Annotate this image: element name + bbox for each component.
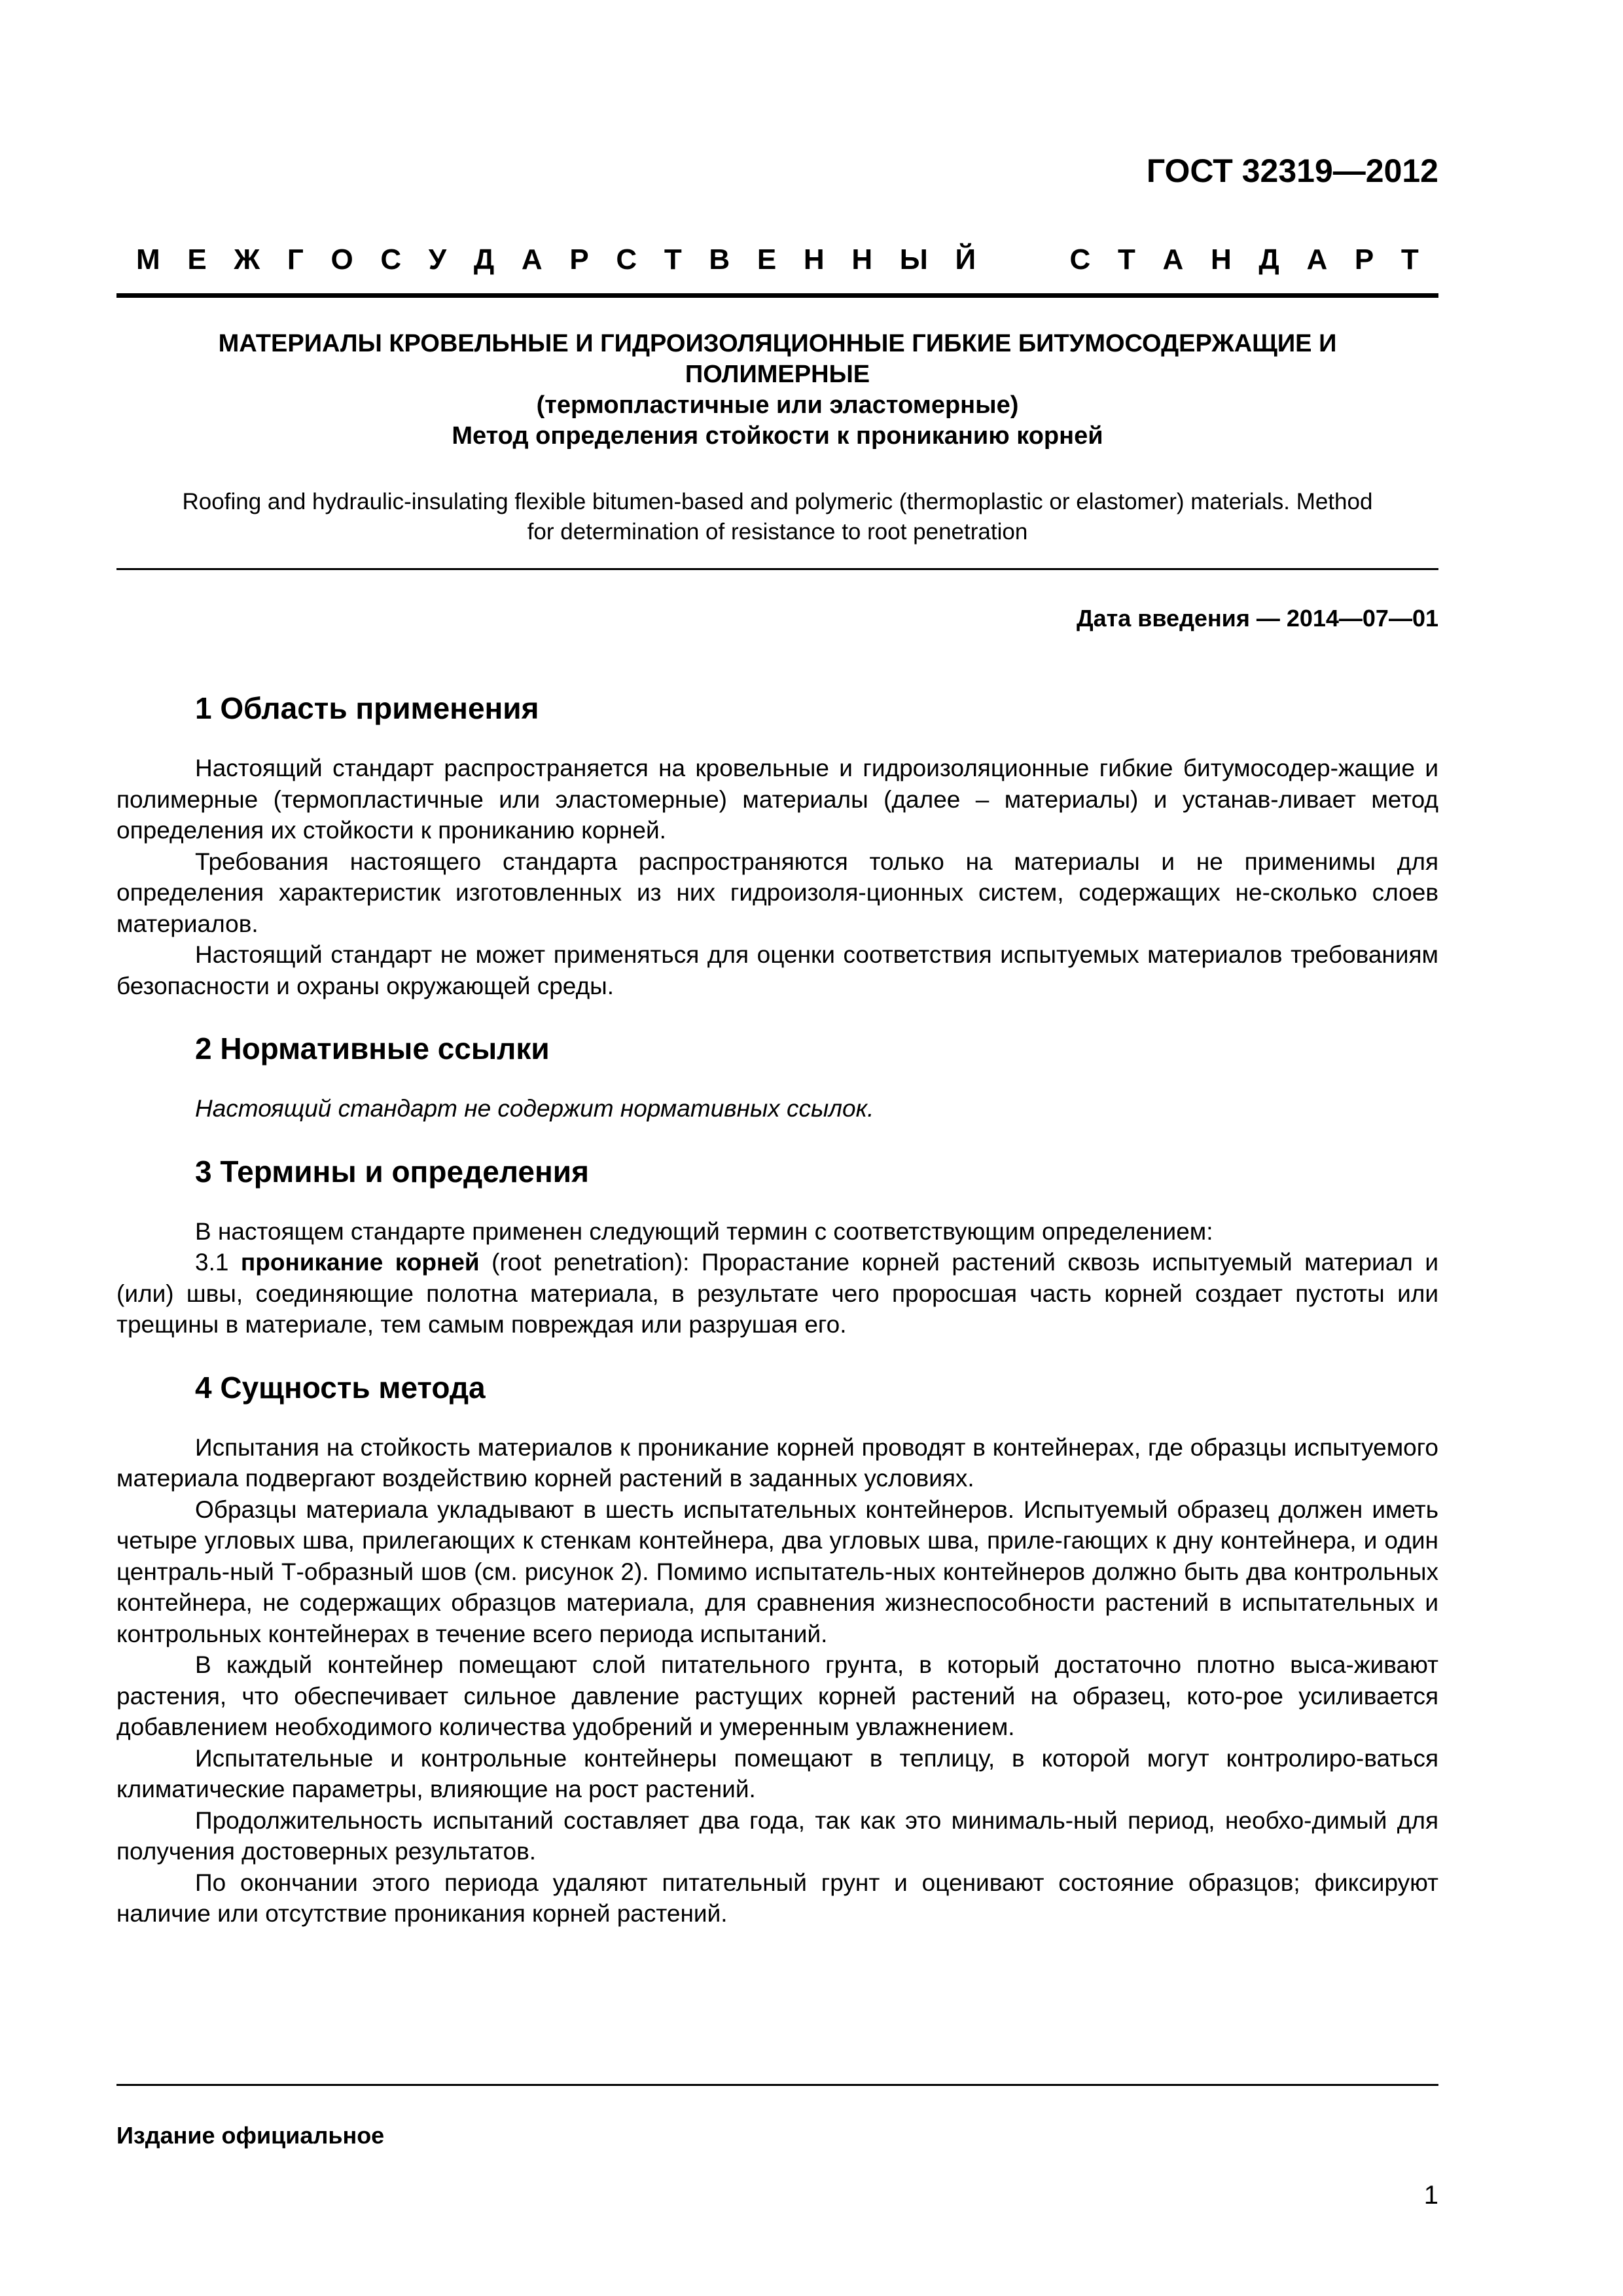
document-page [116,0,1438,2296]
word-gap [1003,243,1043,276]
paragraph: Настоящий стандарт распространяется на кровельные и гидроизоляционные гибкие битумосодер-жащие и полимерные (термопластичные или эластомерные) материалы (далее – материалы) и устанав-ливает метод определения их стойкости к прониканию корней. [116,755,1438,844]
paragraph: Испытательные и контрольные контейнеры помещают в теплицу, в которой могут контролиро-ваться климатические параметры, влияющие на рост растений. [116,1744,1438,1803]
standard-kind-letter: Н [851,243,873,276]
official-edition-label: Издание официальное [116,2122,385,2149]
standard-kind-letter: М [136,243,160,276]
section-heading: 4 Сущность метода [195,1370,486,1405]
standard-kind-letter: Г [287,243,304,276]
title-line: МАТЕРИАЛЫ КРОВЕЛЬНЫЕ И ГИДРОИЗОЛЯЦИОННЫЕ ГИБКИЕ БИТУМОСОДЕРЖАЩИЕ И [218,330,1337,357]
standard-kind-letter: А [1162,243,1184,276]
document-title [116,329,1438,452]
paragraph: Настоящий стандарт не может применяться для оценки соответствия испытуемых материалов требованиям безопасности и охраны окружающей среды. [116,941,1438,999]
section-normative-references [116,1029,1438,1124]
section-heading: 3 Термины и определения [195,1154,589,1189]
introduction-date: Дата введения — 2014—07—01 [1076,605,1438,632]
standard-kind-letter: Д [1258,243,1279,276]
title-line: (термопластичные или эластомерные) [536,391,1019,419]
standard-kind-letter: С [380,243,402,276]
title-divider [116,568,1438,570]
header-divider [116,293,1438,298]
standard-kind-letter: Т [1400,243,1419,276]
standard-kind-letter: Т [664,243,682,276]
title-en-line: for determination of resistance to root penetration [527,519,1028,545]
document-title-english [116,487,1438,547]
standard-kind-letter: Ы [899,243,928,276]
section-heading: 1 Область применения [195,691,539,725]
standard-kind-letter: А [521,243,543,276]
standard-kind-letter: Ж [234,243,260,276]
footer-divider [116,2084,1438,2086]
standard-kind-letter: А [1306,243,1328,276]
title-line: Метод определения стойкости к прониканию корней [452,422,1103,450]
standard-kind-letter: С [1069,243,1091,276]
standard-kind-letter: О [330,243,353,276]
standard-kind-letter: Н [1210,243,1232,276]
paragraph: Требования настоящего стандарта распространяются только на материалы и не применимы для определения характеристик изготовленных из них гидроизоля-ционных систем, содержащих не-сколько слоев материалов. [116,848,1438,937]
paragraph: Образцы материала укладывают в шесть испытательных контейнеров. Испытуемый образец должен иметь четыре угловых шва, прилегающих к стенкам контейнера, два угловых шва, приле-гающих к дну контейнера, и один централь-ный Т-образный шов (см. рисунок 2). Помимо испытатель-ных контейнеров должно быть два контрольных контейнера, не содержащих образцов материала, для сравнения жизнеспособности растений в испытательных и контрольных контейнерах в течение всего периода испытаний. [116,1496,1438,1647]
standard-kind-letter: Р [569,243,589,276]
section-method-essence [116,1368,1438,1929]
standard-kind-letter: Р [1354,243,1374,276]
standard-kind [136,243,1419,276]
term-text: (root penetration): Прорастание корней растений сквозь испытуемый материал и (или) швы, соединяющие полотна материала, в результате чего проросшая часть корней создает пустоты или трещины в материале, тем самым повреждая или разрушая его. [116,1249,1438,1338]
standard-kind-letter: Й [955,243,976,276]
title-line: ПОЛИМЕРНЫЕ [685,361,870,388]
title-en-line: Roofing and hydraulic-insulating flexible bitumen-based and polymeric (thermoplastic or elastomer) materials. Method [182,489,1373,514]
standard-kind-letter: В [709,243,730,276]
section-heading: 2 Нормативные ссылки [195,1031,550,1066]
standard-kind-letter: Т [1117,243,1135,276]
term: проникание корней [240,1249,480,1276]
paragraph: В настоящем стандарте применен следующий термин с соответствующим определением: [195,1217,1213,1245]
paragraph: Продолжительность испытаний составляет два года, так как это минималь-ный период, необхо-димый для получения достоверных результатов. [116,1806,1438,1865]
standard-kind-letter: Е [187,243,207,276]
standard-kind-letter: Н [803,243,825,276]
standard-kind-letter: Д [473,243,495,276]
document-number: ГОСТ 32319—2012 [1146,152,1438,189]
standard-kind-letter: Е [757,243,777,276]
term-definition [116,1247,1438,1340]
paragraph: Настоящий стандарт не содержит нормативных ссылок. [195,1095,874,1122]
paragraph: В каждый контейнер помещают слой питательного грунта, в который достаточно плотно выса-живают растения, что обеспечивает сильное давление растущих корней растений на образец, кото-рое усиливается добавлением необходимого количества удобрений и умеренным увлажнением. [116,1651,1438,1740]
section-scope [116,689,1438,1001]
page-number: 1 [1423,2181,1438,2210]
term-number: 3.1 [195,1249,241,1276]
document-body [116,689,1438,1957]
paragraph: По окончании этого периода удаляют питательный грунт и оценивают состояние образцов; фиксируют наличие или отсутствие проникания корней растений. [116,1869,1438,1927]
paragraph: Испытания на стойкость материалов к проникание корней проводят в контейнерах, где образцы испытуемого материала подвергают воздействию корней растений в заданных условиях. [116,1433,1438,1492]
standard-kind-letter: У [428,243,447,276]
section-terms [116,1152,1438,1340]
standard-kind-letter: С [616,243,637,276]
